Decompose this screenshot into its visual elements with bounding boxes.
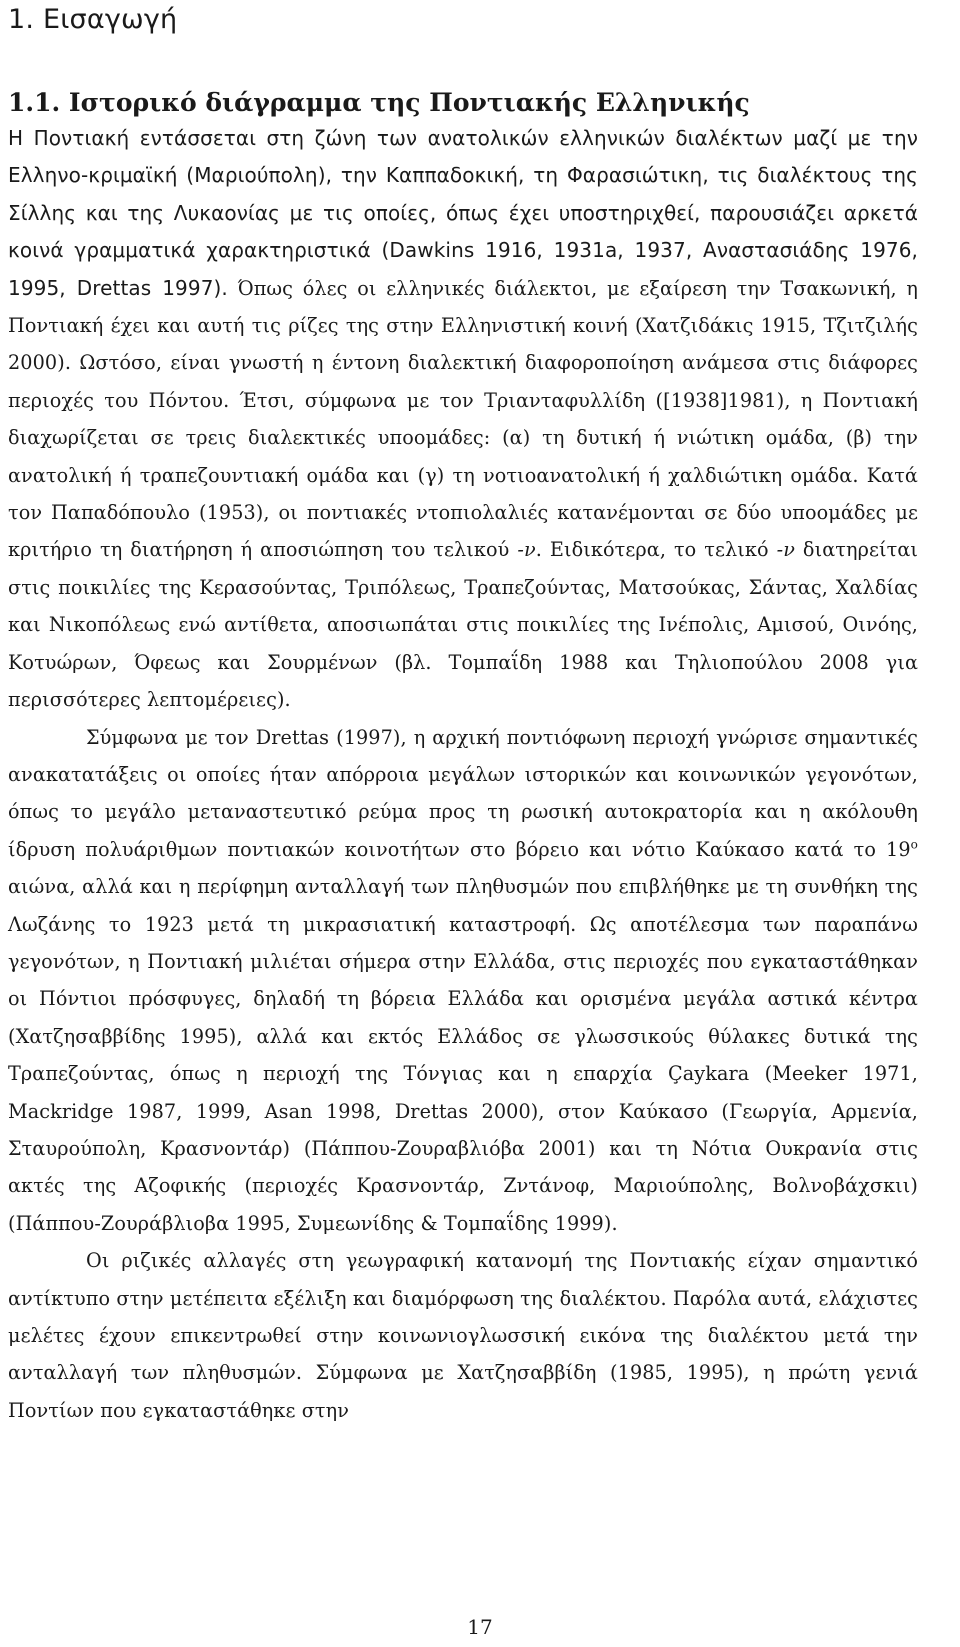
paragraph-1-part-b: . Ειδικότερα, το τελικό <box>535 538 777 562</box>
paragraph-1 <box>8 120 918 719</box>
italic-final-nu-2: -ν <box>776 538 795 562</box>
document-page <box>8 0 918 1429</box>
page-number: 17 <box>467 1615 493 1639</box>
paragraph-2-part-b: αιώνα, αλλά και η περίφημη ανταλλαγή των πληθυσμών που επιβλήθηκε με τη συνθήκη της Λωζάνης το 1923 μετά τη μικρασιατική καταστροφή. Ως αποτέλεσμα των παραπάνω γεγονότων, η Ποντιακή μιλιέται σήμερα στην Ελλάδα, στις περιοχές που εγκαταστάθηκαν οι Πόντιοι πρόσφυγες, δηλαδή τη βόρεια Ελλάδα και ορισμένα μεγάλα αστικά κέντρα (Χατζησαββίδης 1995), αλλά και εκτός Ελλάδος σε γλωσσικούς θύλακες δυτικά της Τραπεζούντας, όπως η περιοχή της Τόνγιας και η επαρχία Çaykara (Meeker 1971, Mackridge 1987, 1999, Asan 1998, Drettas 2000), στον Καύκασο (Γεωργία, Αρμενία, Σταυρούπολη, Κρασνοντάρ) (Πάππου-Ζουραβλιόβα 2001) και τη Νότια Ουκρανία στις ακτές της Αζοφικής (περιοχές Κρασνοντάρ, Ζντάνοφ, Μαριούπολης, Βολνοβάχσκιι) (Πάππου-Ζουράβλιοβα 1995, Συμεωνίδης & Τομπαΐδης 1999). <box>8 875 918 1235</box>
paragraph-3: Οι ριζικές αλλαγές στη γεωγραφική κατανομή της Ποντιακής είχαν σημαντικό αντίκτυπο στην μετέπειτα εξέλιξη και διαμόρφωση της διαλέκτου. Παρόλα αυτά, ελάχιστες μελέτες έχουν επικεντρωθεί στην κοινωνιογλωσσική εικόνα της διαλέκτου μετά την ανταλλαγή των πληθυσμών. Σύμφωνα με Χατζησαββίδη (1985, 1995), η πρώτη γενιά Ποντίων που εγκαταστάθηκε στην <box>8 1249 918 1422</box>
section-heading <box>8 86 918 120</box>
section-title: Ιστορικό διάγραμμα της Ποντιακής Ελληνικής <box>68 88 750 117</box>
paragraph-1-part-c: διατηρείται στις ποικιλίες της Κερασούντας, Τριπόλεως, Τραπεζούντας, Ματσούκας, Σάντας, Χαλδίας και Νικοπόλεως ενώ αντίθετα, αποσιωπάται στις ποικιλίες της Ινέπολις, Αμισού, Οινόης, Κοτυώρων, Όφεως και Σουρμένων (βλ. Τομπαΐδη 1988 και Τηλιοπούλου 2008 για περισσότερες λεπτομέρειες). <box>8 538 919 712</box>
paragraph-1-part-a: Όπως όλες οι ελληνικές διάλεκτοι, με εξαίρεση την Τσακωνική, η Ποντιακή έχει και αυτή τις ρίζες της στην Ελληνιστική κοινή (Χατζιδάκις 1915, Τζιτζιλής 2000). Ωστόσο, είναι γνωστή η έντονη διαλεκτική διαφοροποίηση ανάμεσα στις διάφορες περιοχές του Πόντου. Έτσι, σύμφωνα με τον Τριανταφυλλίδη ([1938]1981), η Ποντιακή διαχωρίζεται σε τρεις διαλεκτικές υποομάδες: (α) τη δυτική ή νιώτικη ομάδα, (β) την ανατολική ή τραπεζουντιακή ομάδα και (γ) τη νοτιοανατολική ή χαλδιώτικη ομάδα. Κατά τον Παπαδόπουλο (1953), οι ποντιακές ντοπιολαλιές κατανέμονται σε δύο υποομάδες με κριτήριο τη διατήρηση ή αποσιώπηση του τελικού <box>8 276 918 562</box>
section-number: 1.1. <box>8 88 61 117</box>
italic-final-nu-1: -ν <box>517 538 536 562</box>
ordinal-superscript: ο <box>910 837 918 852</box>
paragraph-2 <box>8 719 918 1243</box>
paragraph-1-sans-run: Η Ποντιακή εντάσσεται στη ζώνη των ανατολικών ελληνικών διαλέκτων μαζί με την Ελληνο-κριμαϊκή (Μαριούπολη), την Καππαδοκική, τη Φαρασιώτικη, τις διαλέκτους της Σίλλης και της Λυκαονίας με τις οποίες, όπως έχει υποστηριχθεί, παρουσιάζει αρκετά κοινά γραμματικά χαρακτηριστικά (Dawkins 1916, 1931a, 1937, Αναστασιάδης 1976, 1995, Drettas 1997). <box>8 126 918 300</box>
chapter-title: 1. Εισαγωγή <box>8 4 178 35</box>
paragraph-2-part-a: Σύμφωνα με τον Drettas (1997), η αρχική ποντιόφωνη περιοχή γνώρισε σημαντικές ανακατατάξεις οι οποίες ήταν απόρροια μεγάλων ιστορικών και κοινωνικών γεγονότων, όπως το μεγάλο μεταναστευτικό ρεύμα προς τη ρωσική αυτοκρατορία και η ακόλουθη ίδρυση πολυάριθμων ποντιακών κοινοτήτων στο βόρειο και νότιο Καύκασο κατά το 19 <box>8 725 918 861</box>
